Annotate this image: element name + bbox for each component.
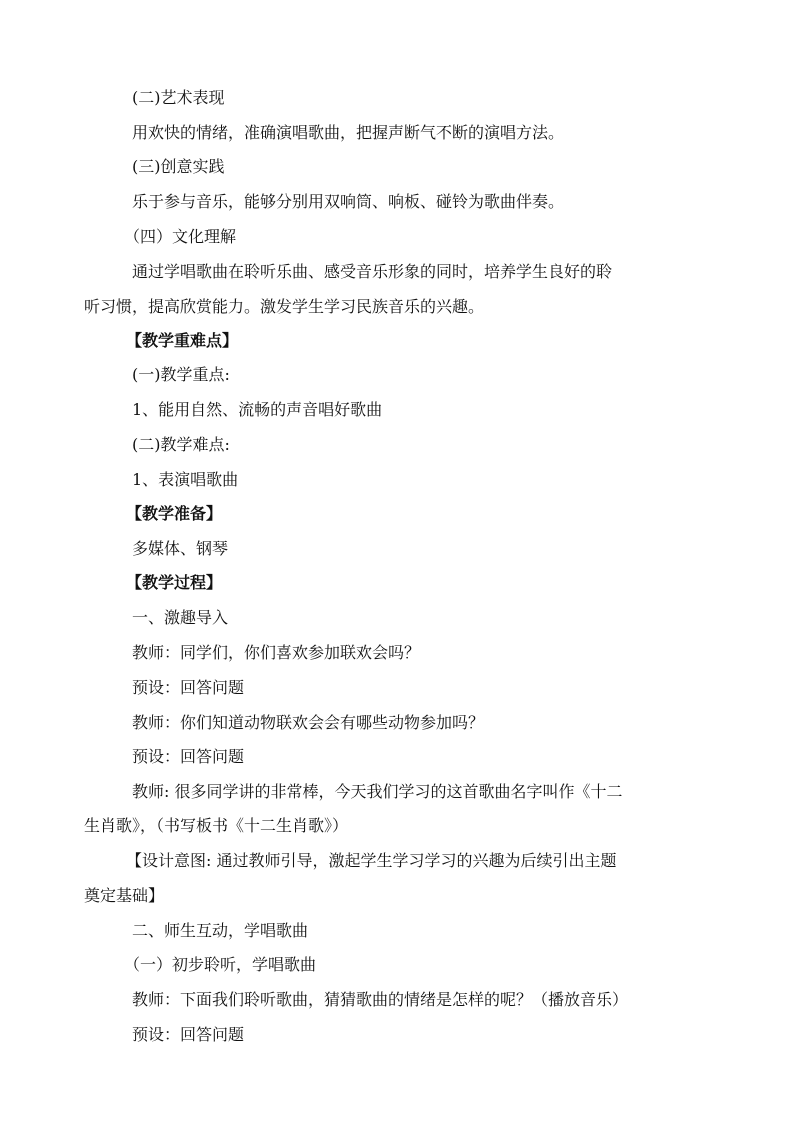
dialogue-line: 生肖歌》，（书写板书《十二生肖歌》）: [84, 816, 349, 835]
design-intent-line: 奠定基础】: [84, 886, 165, 905]
list-item: 1、能用自然、流畅的声音唱好歌曲: [132, 400, 383, 419]
subheading: 一、激趣导入: [132, 608, 229, 627]
paragraph-line: 听习惯，提高欣赏能力。激发学生学习民族音乐的兴趣。: [84, 297, 485, 316]
heading-artistic-expression: (二)艺术表现: [132, 88, 225, 107]
paragraph: 用欢快的情绪，准确演唱歌曲，把握声断气不断的演唱方法。: [132, 123, 565, 142]
dialogue-line: 教师：下面我们聆听歌曲，猜猜歌曲的情绪是怎样的呢？（播放音乐）: [132, 990, 629, 1009]
list-item: 1、表演唱歌曲: [132, 470, 239, 489]
dialogue-line: 预设：回答问题: [132, 1025, 245, 1044]
dialogue-line: 教师：你们知道动物联欢会会有哪些动物参加吗？: [132, 713, 485, 732]
section-title-process: 【教学过程】: [126, 573, 223, 592]
subheading: 二、师生互动，学唱歌曲: [132, 921, 309, 940]
dialogue-line: 教师：同学们，你们喜欢参加联欢会吗？: [132, 643, 421, 662]
section-title-key-points: 【教学重难点】: [126, 331, 239, 350]
subheading: (一)教学重点:: [132, 365, 230, 384]
heading-creative-practice: (三)创意实践: [132, 157, 225, 176]
heading-cultural-understanding: （四）文化理解: [124, 227, 237, 246]
section-title-preparation: 【教学准备】: [126, 504, 223, 523]
paragraph: 乐于参与音乐，能够分别用双响筒、响板、碰铃为歌曲伴奏。: [132, 192, 565, 211]
design-intent-line: 【设计意图: 通过教师引导，激起学生学习学习的兴趣为后续引出主题: [126, 851, 617, 870]
subheading: （一）初步聆听，学唱歌曲: [124, 955, 317, 974]
paragraph: 多媒体、钢琴: [132, 539, 229, 558]
dialogue-line: 教师: 很多同学讲的非常棒，今天我们学习的这首歌曲名字叫作《十二: [132, 782, 623, 801]
dialogue-line: 预设：回答问题: [132, 678, 245, 697]
paragraph-line: 通过学唱歌曲在聆听乐曲、感受音乐形象的同时，培养学生良好的聆: [132, 262, 613, 281]
dialogue-line: 预设：回答问题: [132, 747, 245, 766]
subheading: (二)教学难点:: [132, 435, 230, 454]
